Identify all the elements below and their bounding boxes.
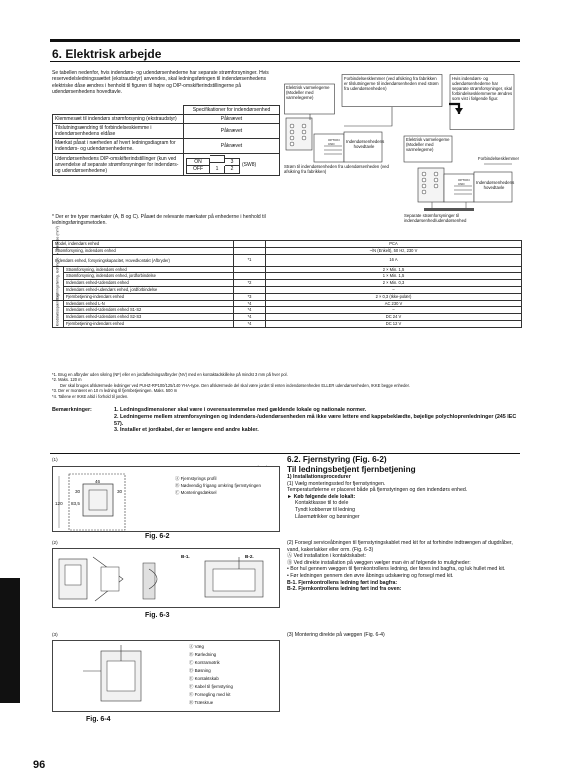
table-row: Model, indendørs enhed PCA: [53, 241, 522, 248]
right-column-sealing: (2) Forsegl serviceåbningen til fjernstyringskablet med kit for at forhindre indtrængen af dugdråber, vand, kakerlakker eller orm. (Fig. 6-3) Ⓐ Ved installation i kontaktskabet: Ⓑ Ved direkte installation på væggen vælger man én af følgende to muligheder: • Bor hul gennem væggen til fjernkontrollens ledning, der føres ind bagfra, og luk hullet med kit. • Før ledningen gennem den øvre åbnings udskæring og forsegl med kit. B-1. Fjernkontrollens ledning ført ind bagfra: B-2. Fjernkontrollens ledning ført ind fra oven:: [287, 540, 513, 593]
voltage-group-label: Kredsløbsspænding: [53, 300, 64, 327]
spec-label: Udendørsenhedens DIP-omskifterindstillinger (kun ved anvendelse af separate strømforsyninger for indendørs- og udendørsenhedene): [53, 154, 184, 176]
page-number: 96: [33, 759, 46, 771]
table-row: Strømforsyning, indendørs enhed ~/N (Enkelt), 50 Hz, 230 V: [53, 247, 522, 254]
electrical-notes: *1. Brug en afbryder uden sikring (NF) eller en jordafledningsafbryder (NV) med en kontaktadskillelse på mindst 3 mm på hver pol. *2. Maks. 120 m Der skal bruges afskærmede ledninger ved PUHZ-RP100/125/140 YHA-type. Den afskærmede del skal være jordet til enten indendørsenheden ELLER udendørsenheden, IKKE begge enheder. *3. Der er monteret en 10 m ledning til fjernbetjeningen. Maks. 500 m *4. Tallene er IKKE altid i forhold til jorden.: [52, 372, 410, 399]
dip-2-label: 2: [225, 166, 240, 174]
table-row: Indendørs enhed-Udendørs enhed S2-S3 *4 DC 24 V: [53, 314, 522, 321]
fig-6-4-caption: Fig. 6-4: [86, 716, 111, 723]
indoor-board-label-left: Indendørsenhedens hovedtavle: [346, 139, 385, 150]
dip-off-label: OFF: [186, 166, 210, 174]
fig-6-2-frame: 30 46 30 83,5 120 Ⓐ Fjernstyrings profil Ⓑ Nødvendig frigang omkring fjernstyringen Ⓒ Monteringsdæksel: [52, 466, 280, 532]
fig-6-2-legend: Ⓐ Fjernstyrings profil Ⓑ Nødvendig frigang omkring fjernstyringen Ⓒ Monteringsdæksel: [175, 476, 261, 495]
table-row: Indendørs enhed, forsyningskapacitet, Hovedkontakt (Afbryder) *1 16 A: [53, 254, 522, 266]
spec-label: Mærkat påsat i nærheden af hvert ledningsdiagram for indendørs- og udendørsenhederne.: [53, 139, 184, 154]
spec-label: Klemmesæt til indendørs strømforsyning (ekstraudstyr): [53, 115, 184, 124]
dip-1-label: 1: [210, 166, 225, 174]
dip-3-label: 3: [225, 158, 240, 166]
table-row: [53, 124, 280, 139]
remarks-label: Bemærkninger:: [52, 407, 92, 413]
dip-on-label: ON: [186, 158, 210, 166]
cnd-label-right: CND: [458, 182, 465, 186]
separate-supply-note: Hvis indendørs- og udendørsenhederne har separate strømforsyninger, skal forbindelsesklemmerne ændres som vist i følgende figur.: [452, 76, 513, 102]
heater-label-right: Elektrisk varmelegeme (Modeller med varmelegeme): [406, 137, 450, 153]
connector-note-top: Forbindelsesklemmer (ved afsikring fra fabrikken er tilslutningerne til indendørsenheden med strøm fra udendørsenheden): [344, 76, 439, 92]
heater-label-left: Elektrisk varmelegeme (Modeller med varmelegeme): [286, 85, 330, 101]
remote-dimension-drawing: [55, 468, 150, 532]
right-column-wallmount: (3) Montering direkte på væggen (Fig. 6-4): [287, 632, 385, 638]
fig-6-3-caption: Fig. 6-3: [145, 612, 170, 619]
fig-6-3: [52, 548, 280, 608]
cnd-label-left: CND: [328, 142, 335, 146]
indoor-board-label-right: Indendørsenhedens hovedtavle: [476, 180, 515, 191]
spec-value: Påkrævet: [184, 115, 280, 124]
right-column: 6.2. Fjernstyring (Fig. 6-2) Til ledningsbetjent fjernbetjening 1) Installationsprocedurer (1) Vælg monteringssted for fjernstyringen. Temperaturfølerne er placeret både på fjernstyringen og den indendørs enhed. ► Køb følgende dele lokalt: Kontaktkasse til to dele Tyndt kobberrør til ledning Låsemøtrikker og bøsninger: [287, 455, 520, 520]
electrical-spec-table: [52, 226, 522, 328]
remark-item: 2. Ledningerne mellem strømforsyningen og indendørs-/udendørsenheden må ikke være lettere end kappebeklædte, bøjelige polychloprenledninger (245 IEC 57).: [114, 413, 517, 427]
indoor-spec-table: [52, 105, 280, 176]
fig-6-4: [52, 640, 280, 712]
fig-6-3-b2: B-2.: [245, 554, 254, 559]
section-rule: [50, 453, 520, 454]
wiring-diagram: [284, 74, 520, 224]
intro-paragraph: Se tabellen nedenfor, hvis indendørs- og udendørsenhederne har separate strømforsyninger. Hvis reservedelsledningssættet (ekstraudstyr) anvendes, skal ledningsføringen til indendørsenhedens elektriske dåse ændres i henhold til figuren til højre og DIP-omskifterindstillingerne på udendørsenhedens hovedtavle.: [52, 70, 269, 96]
table-row: [53, 139, 280, 154]
top-rule: [50, 39, 520, 42]
section-heading: 6. Elektrisk arbejde: [52, 47, 162, 61]
table-row: Indendørs enhed-udendørs enhed, jordforbindelse –: [53, 286, 522, 293]
dip-switch-setting: [184, 154, 280, 176]
table-row: Ledningsføring, ledning nr. × størrelse (mm²) Strømforsyning, indendørs enhed 2 × Min. 1,5: [53, 266, 522, 273]
spec-header: Specifikationer for indendørsenhed: [184, 106, 280, 115]
option-label-left: OPTION: [328, 138, 340, 142]
footnote-star: * Der er tre typer mærkater (A, B og C). Påsæt de relevante mærkater på enhederne i henhold til ledningsføringsmetoden.: [52, 214, 266, 227]
wall-mount-drawing: [53, 641, 173, 711]
wiring-group-label: Ledningsføring, ledning nr. × størrelse (mm²): [53, 266, 64, 300]
table-row: Indendørs enhed-Udendørs enhed *2 2 × Min. 0,3: [53, 280, 522, 287]
table-row: Kredsløbsspænding Indendørs enhed L-N *4 AC 230 V: [53, 300, 522, 307]
subsection-subtitle: Til ledningsbetjent fjernbetjening: [287, 464, 416, 474]
dip-sw-label: (SW8): [242, 161, 257, 168]
table-row: Fjernbetjening-indendørs enhed *3 2 × 0,3 (Ikke-polær): [53, 293, 522, 300]
table-row: [53, 154, 280, 176]
fig-6-2-caption: Fig. 6-2: [145, 533, 170, 540]
remark-item: 3. Installer et jordkabel, der er længere end andre kabler.: [114, 427, 259, 434]
connector-label-right: Forbindelsesklemmer: [478, 156, 520, 161]
spec-value: Påkrævet: [184, 124, 280, 139]
table-row: Strømforsyning, indendørs enhed, jordforbindelse 1 × Min. 1,5: [53, 273, 522, 280]
spec-value: Påkrævet: [184, 139, 280, 154]
fig-6-4-legend: Ⓐ Væg Ⓑ Rørledning Ⓒ Kontramøtrik Ⓓ Bøsning Ⓔ Kontaktskab Ⓕ Kabel til fjernstyring Ⓖ Forsegling med kit Ⓗ Træskrue: [189, 644, 233, 705]
factory-supply-note: Strøm til indendørsenheden fra udendørsenheden (ved afsikring fra fabrikken): [284, 164, 389, 175]
subsection-title: 6.2. Fjernstyring (Fig. 6-2): [287, 455, 387, 464]
table-row: Fjernbetjening-indendørs enhed *4 DC 12 V: [53, 320, 522, 327]
remark-item: 1. Ledningsdimensioner skal være i overensstemmelse med gældende lokale og nationale normer.: [114, 407, 367, 413]
table-row: [53, 115, 280, 124]
option-label-right: OPTION: [458, 178, 470, 182]
spec-label: Tilslutningsændring til forbindelseskiemme i indendørsenhedens eldåse: [53, 124, 184, 139]
table-row: Indendørs enhed-Udendørs enhed S1-S2 *4 –: [53, 307, 522, 314]
fig-6-3-b1: B-1.: [181, 554, 190, 559]
fig-6-2: (1): [52, 457, 280, 525]
side-tab-marker: [0, 578, 20, 703]
heading-rule: [50, 61, 520, 62]
separate-supply-caption: Separate strømforsyninger til indendørsenhed/udendørsenhed: [404, 213, 467, 224]
